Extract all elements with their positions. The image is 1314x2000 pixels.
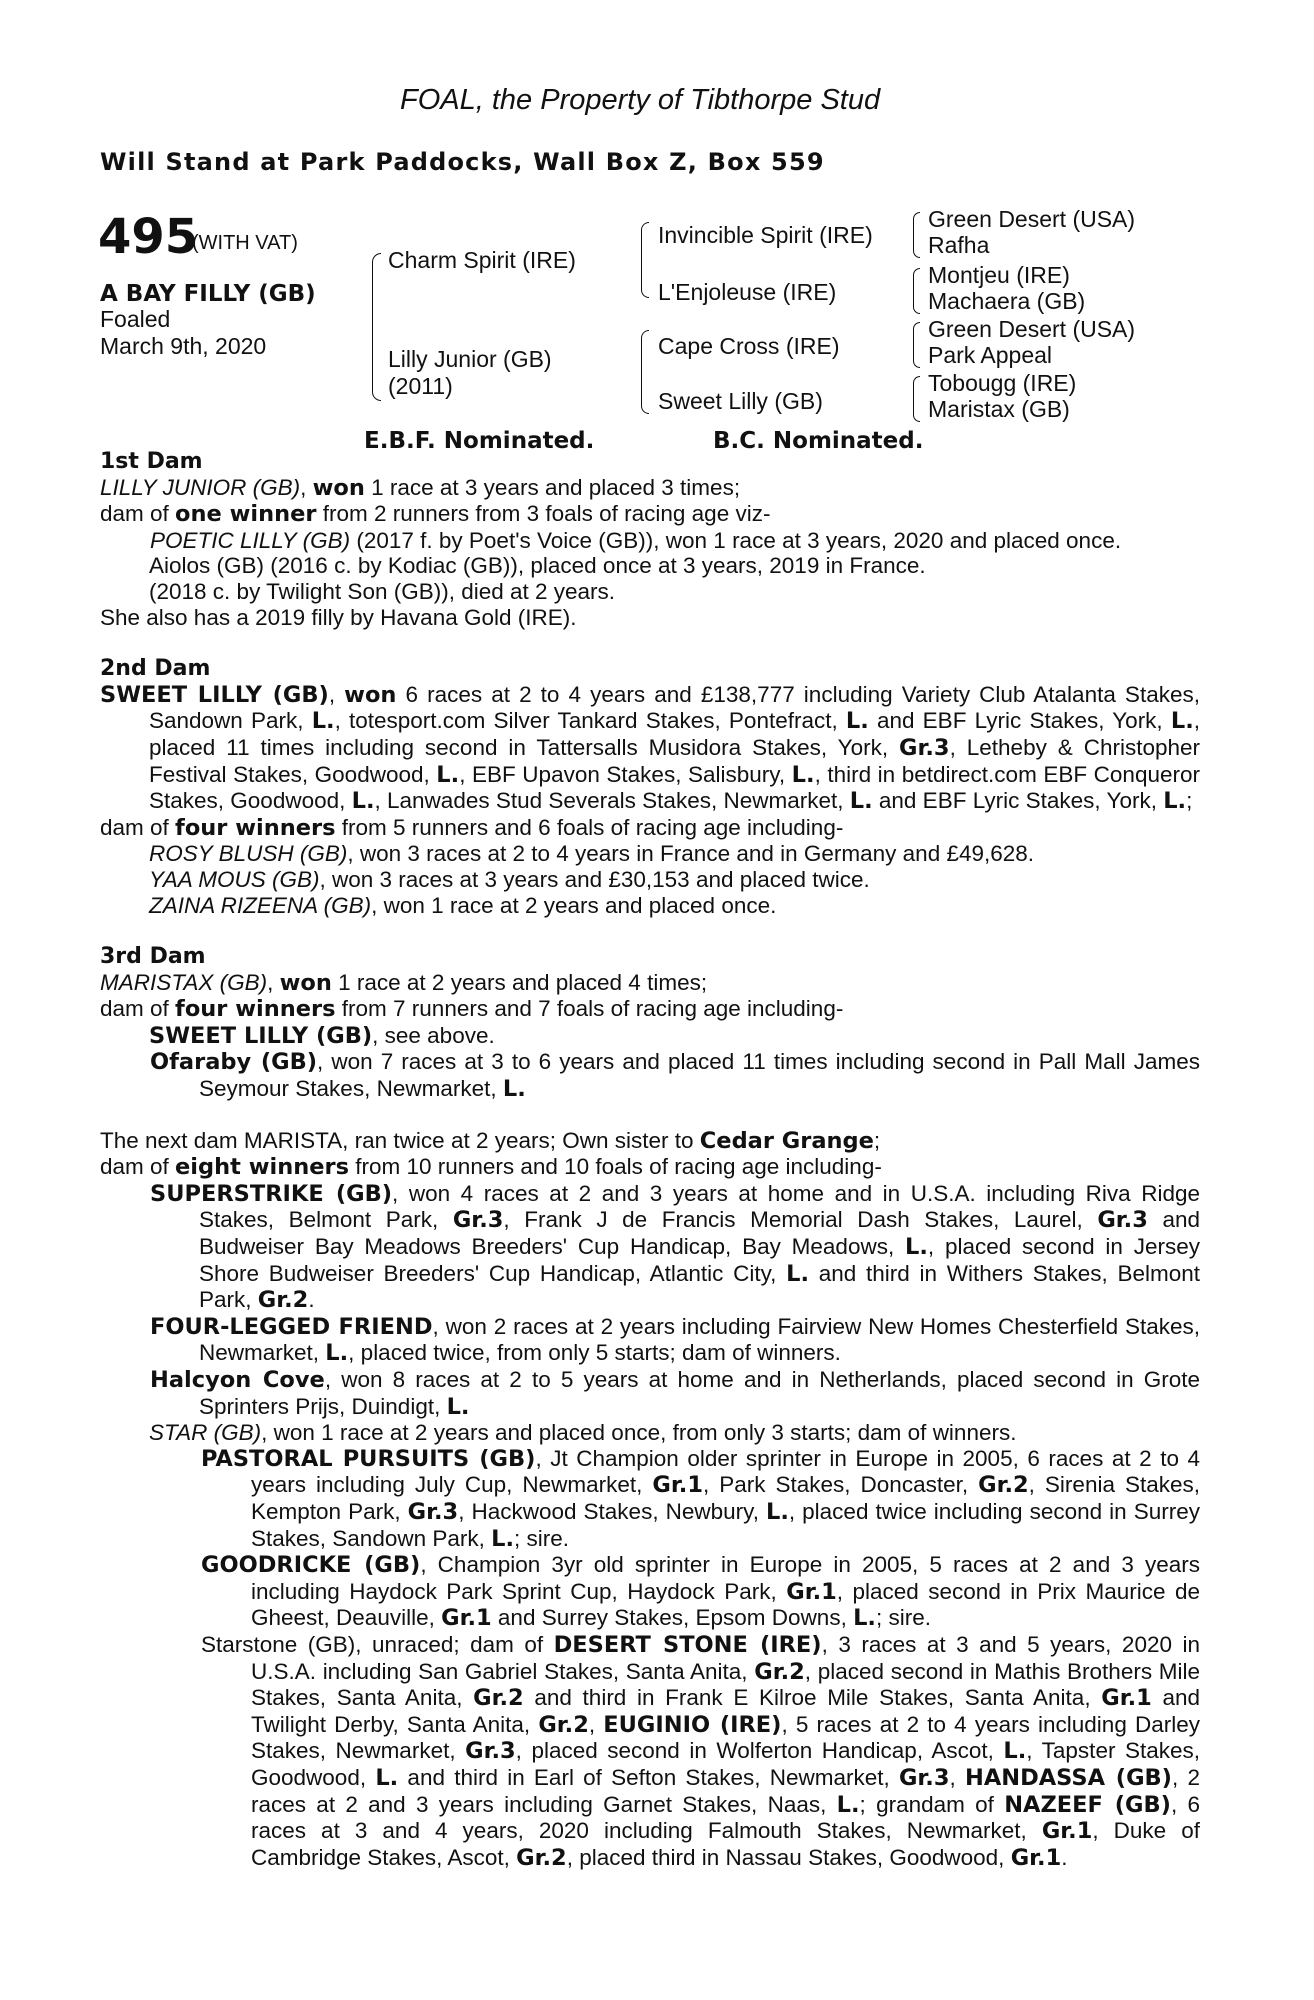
vat-label: (WITH VAT)	[192, 232, 298, 254]
progeny-halcyon-cove: Halcyon Cove, won 8 races at 2 to 5 years at home and in Netherlands, placed second in Grote Sprinters Prijs, Duindigt, L.	[150, 1367, 1200, 1420]
pedigree-g6: Park Appeal	[928, 342, 1053, 368]
pedigree-g2: Rafha	[928, 232, 990, 258]
stand-line: Will Stand at Park Paddocks, Wall Box Z, Box 559	[100, 148, 825, 176]
pedigree-g3: Montjeu (IRE)	[928, 262, 1070, 288]
third-dam-produce: dam of four winners from 7 runners and 7 foals of racing age including-	[100, 996, 844, 1023]
first-dam-heading: 1st Dam	[100, 449, 203, 474]
pedigree-g8: Maristax (GB)	[928, 396, 1070, 422]
ebf-nominated: E.B.F. Nominated.	[364, 428, 595, 454]
third-dam-section	[100, 943, 1200, 1103]
first-dam-section	[100, 448, 1200, 630]
progeny-starstone: Starstone (GB), unraced; dam of DESERT STONE (IRE), 3 races at 3 and 5 years, 2020 in U.S.A. including San Gabriel Stakes, Santa Anita, Gr.2, placed second in Mathis Brothers Mile Stakes, Santa Anita, Gr.2 and third in Frank E Kilroe Mile Stakes, Santa Anita, Gr.1 and Twilight Derby, Santa Anita, Gr.2, EUGINIO (IRE), 5 races at 2 to 4 years including Darley Stakes, Newmarket, Gr.3, placed second in Wolferton Handicap, Ascot, L., Tapster Stakes, Goodwood, L. and third in Earl of Sefton Stakes, Newmarket, Gr.3, HANDASSA (GB), 2 races at 2 and 3 years including Garnet Stakes, Naas, L.; grandam of NAZEEF (GB), 6 races at 3 and 4 years, 2020 including Falmouth Stakes, Newmarket, Gr.1, Duke of Cambridge Stakes, Ascot, Gr.2, placed third in Nassau Stakes, Goodwood, Gr.1.	[201, 1631, 1201, 1871]
progeny-pastoral-pursuits: PASTORAL PURSUITS (GB), Jt Champion older sprinter in Europe in 2005, 6 races at 2 to 4 years including July Cup, Newmarket, Gr.1, Park Stakes, Doncaster, Gr.2, Sirenia Stakes, Kempton Park, Gr.3, Hackwood Stakes, Newbury, L., placed twice including second in Surrey Stakes, Sandown Park, L.; sire.	[201, 1445, 1201, 1552]
second-dam-section	[100, 655, 1200, 918]
brace-gen1	[372, 253, 381, 401]
progeny-star: STAR (GB), won 1 race at 2 years and placed once, from only 3 starts; dam of winners.	[149, 1420, 1017, 1446]
progeny-yaa-mous: YAA MOUS (GB), won 3 races at 3 years and £30,153 and placed twice.	[149, 866, 870, 892]
progeny-four-legged-friend: FOUR-LEGGED FRIEND, won 2 races at 2 years including Fairview New Homes Chesterfield Stakes, Newmarket, L., placed twice, from only 5 starts; dam of winners.	[150, 1313, 1200, 1367]
progeny-2018: (2018 c. by Twilight Son (GB)), died at 2 years.	[149, 578, 616, 604]
pedigree-sire-dam: L'Enjoleuse (IRE)	[658, 279, 837, 305]
next-dam-produce: dam of eight winners from 10 runners and 10 foals of racing age including-	[100, 1154, 882, 1181]
pedigree-g7: Tobougg (IRE)	[928, 370, 1077, 396]
pedigree-dam-sire: Cape Cross (IRE)	[658, 333, 840, 359]
brace-g3	[913, 322, 920, 368]
next-dam-intro: The next dam MARISTA, ran twice at 2 years; Own sister to Cedar Grange;	[100, 1127, 881, 1154]
progeny-aiolos: Aiolos (GB) (2016 c. by Kodiac (GB)), placed once at 3 years, 2019 in France.	[149, 553, 926, 579]
pedigree-dam-dam: Sweet Lilly (GB)	[658, 388, 823, 414]
progeny-ofaraby: Ofaraby (GB), won 7 races at 3 to 6 years and placed 11 times including second in Pall Mall James Seymour Stakes, Newmarket, L.	[150, 1049, 1200, 1103]
third-dam-heading: 3rd Dam	[100, 944, 206, 970]
first-dam-line: LILLY JUNIOR (GB), won 1 race at 3 years and placed 3 times;	[100, 474, 741, 501]
bc-nominated: B.C. Nominated.	[713, 428, 924, 454]
pedigree-sire: Charm Spirit (IRE)	[388, 247, 576, 273]
next-dam-section	[100, 1128, 1200, 1872]
brace-sire	[641, 222, 649, 298]
brace-g1	[913, 212, 920, 258]
foaled-label: Foaled	[100, 306, 171, 332]
pedigree-g5: Green Desert (USA)	[928, 316, 1136, 342]
first-dam-produce: dam of one winner from 2 runners from 3 foals of racing age viz-	[100, 501, 771, 528]
second-dam-heading: 2nd Dam	[100, 656, 211, 682]
progeny-rosy-blush: ROSY BLUSH (GB), won 3 races at 2 to 4 years in France and in Germany and £49,628.	[149, 841, 1035, 867]
progeny-superstrike: SUPERSTRIKE (GB), won 4 races at 2 and 3 years at home and in U.S.A. including Riva Ridge Stakes, Belmont Park, Gr.3, Frank J de Francis Memorial Dash Stakes, Laurel, Gr.3 and Budweiser Bay Meadows Breeders' Cup Handicap, Bay Meadows, L., placed second in Jersey Shore Budweiser Breeders' Cup Handicap, Atlantic City, L. and third in Withers Stakes, Belmont Park, Gr.2.	[150, 1180, 1201, 1314]
catalogue-body	[100, 448, 1200, 1871]
foal-title: FOAL, the Property of Tibthorpe Stud	[400, 84, 881, 116]
progeny-zaina-rizeena: ZAINA RIZEENA (GB), won 1 race at 2 years and placed once.	[149, 892, 777, 918]
pedigree-g4: Machaera (GB)	[928, 288, 1086, 314]
third-dam-record: MARISTAX (GB), won 1 race at 2 years and placed 4 times;	[100, 969, 708, 996]
lot-description: A BAY FILLY (GB)	[100, 281, 316, 307]
brace-dam	[641, 330, 649, 414]
pedigree-sire-sire: Invincible Spirit (IRE)	[658, 222, 873, 248]
pedigree-dam: Lilly Junior (GB)	[388, 346, 552, 372]
foaled-date: March 9th, 2020	[100, 333, 267, 359]
pedigree-dam-year: (2011)	[388, 373, 453, 399]
second-dam-produce: dam of four winners from 5 runners and 6 foals of racing age including-	[100, 814, 844, 841]
lot-number: 495	[98, 209, 199, 265]
progeny-goodricke: GOODRICKE (GB), Champion 3yr old sprinter in Europe in 2005, 5 races at 2 and 3 years including Haydock Park Sprint Cup, Haydock Park, Gr.1, placed second in Prix Maurice de Gheest, Deauville, Gr.1 and Surrey Stakes, Epsom Downs, L.; sire.	[201, 1552, 1201, 1632]
progeny-sweet-lilly: SWEET LILLY (GB), see above.	[149, 1022, 495, 1049]
brace-g4	[913, 376, 920, 422]
progeny-2019: She also has a 2019 filly by Havana Gold (IRE).	[100, 604, 577, 630]
brace-g2	[913, 268, 920, 314]
pedigree-g1: Green Desert (USA)	[928, 206, 1136, 232]
progeny-poetic-lilly: POETIC LILLY (GB) (2017 f. by Poet's Voice (GB)), won 1 race at 3 years, 2020 and placed once.	[150, 527, 1122, 553]
second-dam-record: SWEET LILLY (GB), won 6 races at 2 to 4 years and £138,777 including Variety Club Atalanta Stakes, Sandown Park, L., totesport.com Silver Tankard Stakes, Pontefract, L. and EBF Lyric Stakes, York, L., placed 11 times including second in Tattersalls Musidora Stakes, York, Gr.3, Letheby & Christopher Festival Stakes, Goodwood, L., EBF Upavon Stakes, Salisbury, L., third in betdirect.com EBF Conqueror Stakes, Goodwood, L., Lanwades Stud Severals Stakes, Newmarket, L. and EBF Lyric Stakes, York, L.;	[100, 681, 1201, 815]
